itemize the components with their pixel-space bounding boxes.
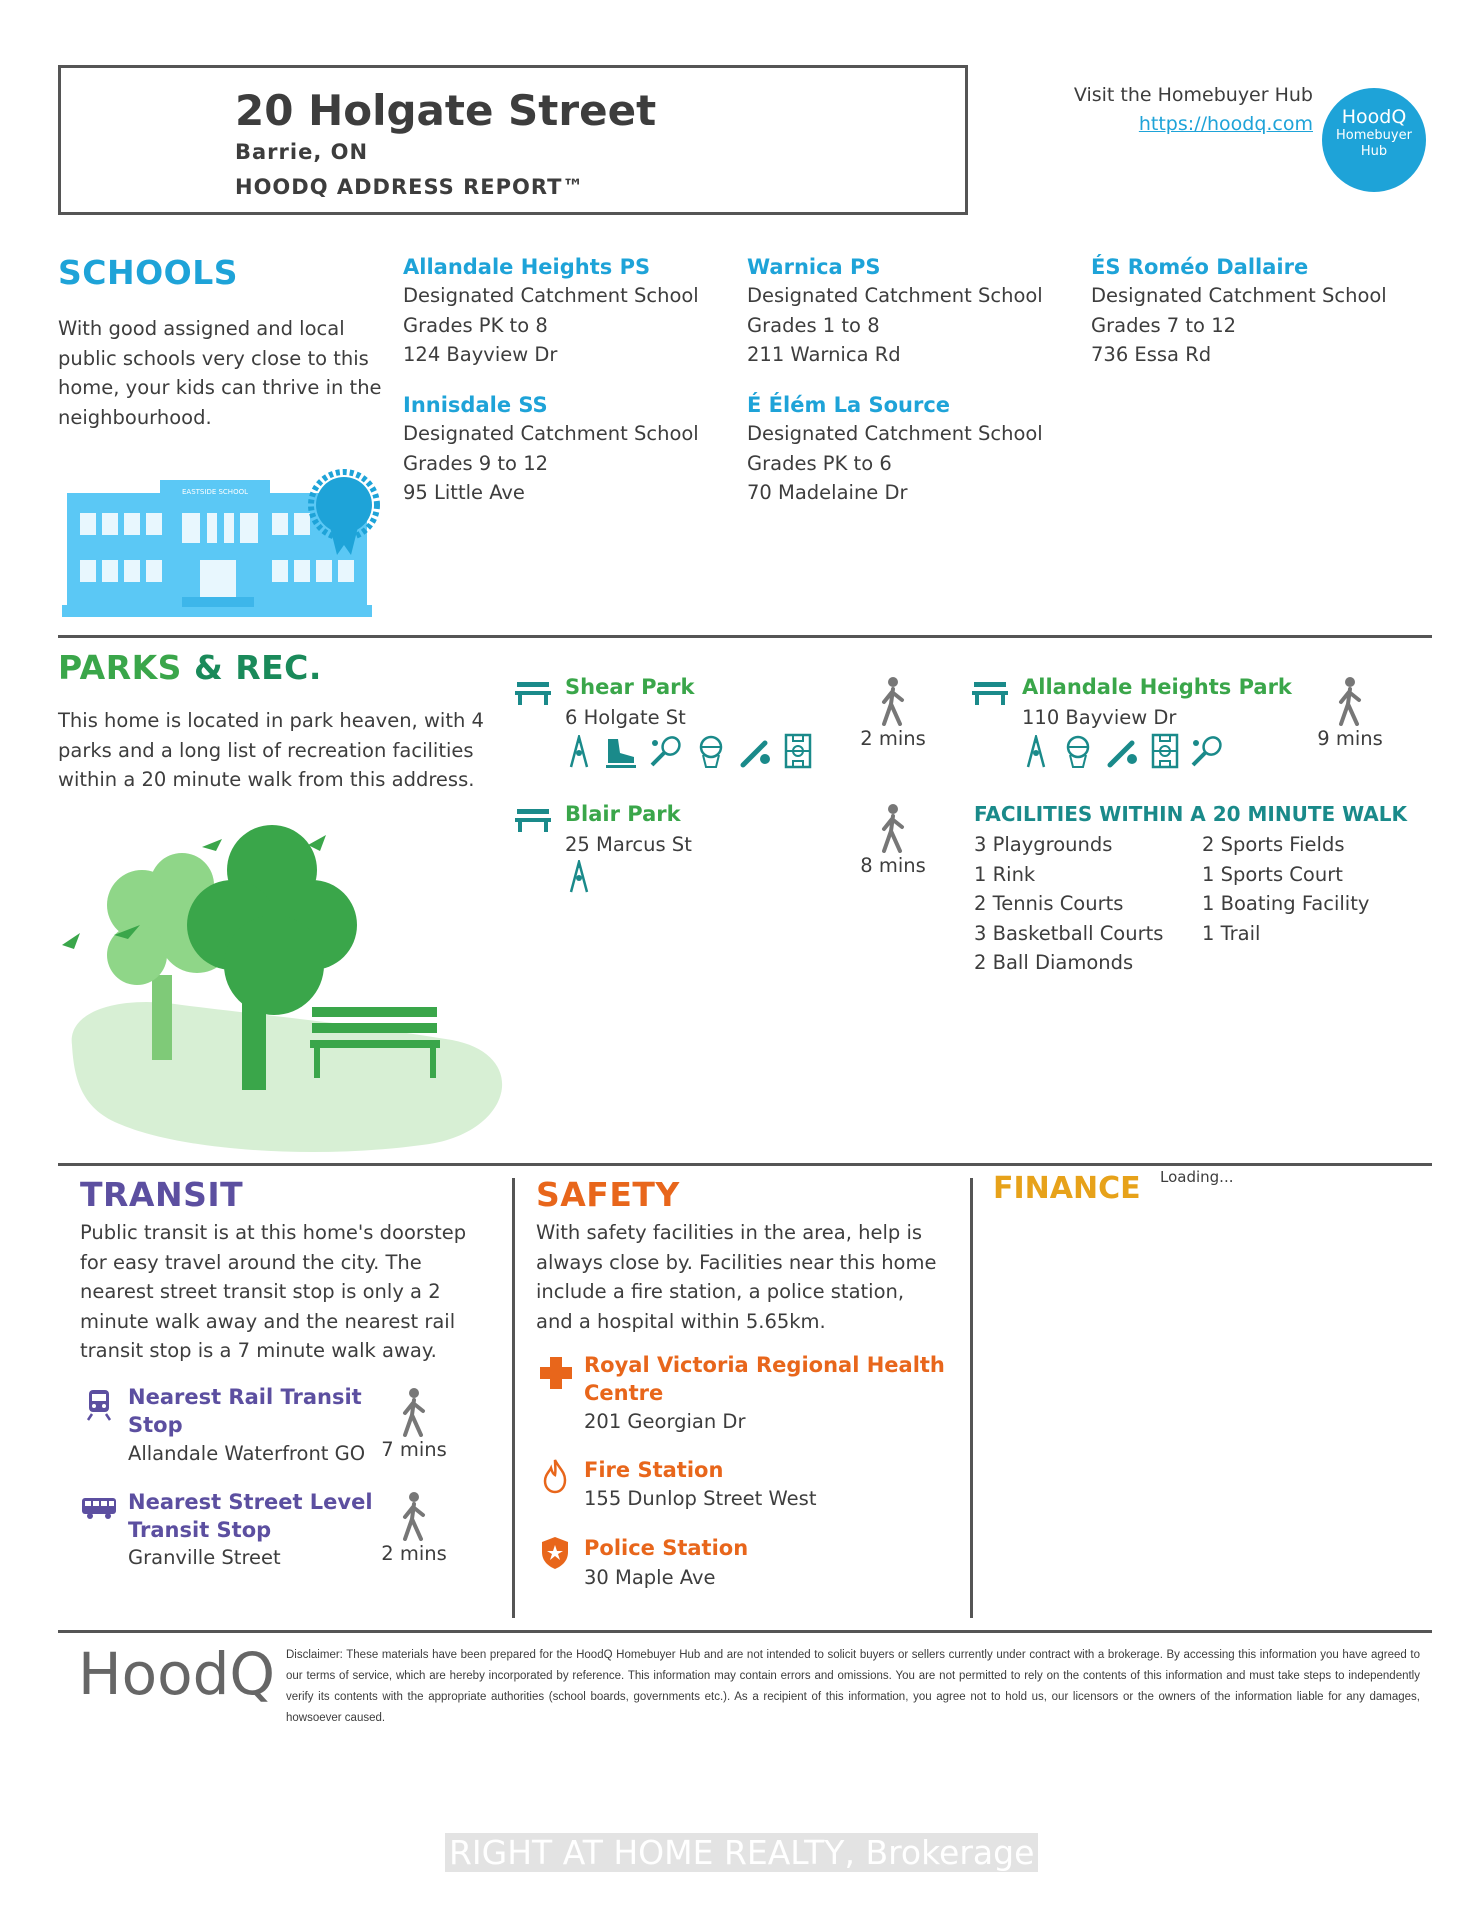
walk-time: 7 mins	[381, 1438, 447, 1461]
school-grades: Grades PK to 8	[403, 313, 548, 337]
walk-time: 2 mins	[860, 727, 926, 750]
facility-item: 1 Rink	[974, 862, 1036, 886]
school-type: Designated Catchment School	[747, 284, 1043, 307]
school-type: Designated Catchment School	[747, 422, 1043, 445]
basketball-icon	[694, 735, 728, 769]
school-address: 211 Warnica Rd	[747, 343, 901, 366]
bench-icon	[515, 807, 551, 833]
park-name[interactable]: Allandale Heights Park	[1022, 675, 1292, 699]
parks-title-a: PARKS	[58, 648, 182, 687]
school-building-illustration	[62, 465, 392, 625]
park-address: 6 Holgate St	[565, 706, 686, 729]
park-facility-icons	[565, 733, 818, 773]
school-name[interactable]: Warnica PS	[747, 255, 881, 279]
street-label-line1: Nearest Street Level	[128, 1490, 373, 1514]
school-item	[403, 253, 733, 370]
badge-line3: Hub	[1360, 144, 1388, 159]
bus-icon	[80, 1496, 118, 1520]
rail-stop-name[interactable]: Allandale Waterfront GO	[128, 1442, 366, 1465]
facility-item: 1 Trail	[1202, 921, 1261, 945]
school-address: 70 Madelaine Dr	[747, 481, 908, 504]
tennis-icon	[1190, 735, 1224, 769]
park-address: 110 Bayview Dr	[1022, 706, 1177, 729]
park-facility-icons	[1022, 733, 1230, 773]
schools-description: With good assigned and local public schools very close to this home, your kids can thrive in the neighbourhood.	[58, 317, 382, 429]
hospital-name-line1[interactable]: Royal Victoria Regional Health	[584, 1353, 945, 1377]
facility-item: 2 Ball Diamonds	[974, 951, 1134, 974]
bench-icon	[515, 680, 551, 706]
divider-col-1	[512, 1178, 515, 1618]
badge-title: HoodQ	[1341, 106, 1407, 128]
police-station-address: 30 Maple Ave	[584, 1566, 716, 1589]
rail-label-line1: Nearest Rail Transit	[128, 1385, 362, 1409]
facility-item: 1 Sports Court	[1202, 862, 1343, 886]
badge-line2: Homebuyer	[1336, 128, 1412, 143]
school-item	[1091, 253, 1421, 370]
school-address: 124 Bayview Dr	[403, 343, 558, 366]
walk-icon	[876, 676, 910, 726]
school-name[interactable]: ÉS Roméo Dallaire	[1091, 255, 1309, 279]
school-address: 95 Little Ave	[403, 481, 525, 504]
parks-title	[58, 648, 322, 687]
basketball-icon	[1061, 735, 1095, 769]
school-type: Designated Catchment School	[403, 284, 699, 307]
fire-station-name[interactable]: Fire Station	[584, 1458, 724, 1482]
facilities-left	[974, 830, 1163, 978]
hospital-name-line2[interactable]: Centre	[584, 1381, 664, 1405]
hospital-address: 201 Georgian Dr	[584, 1410, 746, 1433]
report-label: HOODQ ADDRESS REPORT™	[235, 175, 585, 199]
street-label	[128, 1488, 373, 1544]
facilities-title: FACILITIES WITHIN A 20 MINUTE WALK	[974, 802, 1407, 826]
school-name[interactable]: Allandale Heights PS	[403, 255, 651, 279]
facility-item: 3 Playgrounds	[974, 833, 1113, 856]
divider-col-2	[970, 1178, 973, 1618]
walk-time: 2 mins	[381, 1542, 447, 1565]
safety-title: SAFETY	[536, 1175, 680, 1214]
address-title: 20 Holgate Street	[235, 86, 657, 135]
brokerage-watermark: RIGHT AT HOME REALTY, Brokerage	[445, 1833, 1038, 1872]
finance-title: FINANCE	[993, 1171, 1141, 1206]
park-name[interactable]: Blair Park	[565, 802, 681, 826]
field-icon	[1151, 733, 1179, 769]
park-name[interactable]: Shear Park	[565, 675, 695, 699]
playground-icon	[1022, 735, 1050, 769]
police-station-name[interactable]: Police Station	[584, 1536, 749, 1560]
park-illustration	[62, 815, 522, 1160]
school-item	[747, 253, 1077, 370]
skate-icon	[604, 735, 638, 769]
playground-icon	[565, 735, 593, 769]
school-type: Designated Catchment School	[1091, 284, 1387, 307]
facility-item: 3 Basketball Courts	[974, 921, 1164, 945]
walk-time: 8 mins	[860, 854, 926, 877]
school-grades: Grades 7 to 12	[1091, 313, 1237, 337]
divider-schools	[58, 635, 1432, 638]
school-item	[403, 391, 733, 508]
baseball-icon	[1106, 735, 1140, 769]
rail-label-line2: Stop	[128, 1413, 183, 1437]
transit-title: TRANSIT	[80, 1175, 244, 1214]
walk-time: 9 mins	[1317, 727, 1383, 750]
walk-icon	[1333, 676, 1367, 726]
schools-title: SCHOOLS	[58, 253, 239, 292]
hub-badge[interactable]	[1322, 88, 1426, 192]
facility-item: 1 Boating Facility	[1202, 892, 1370, 915]
divider-footer	[58, 1630, 1432, 1633]
police-shield-icon	[541, 1536, 569, 1570]
field-icon	[784, 733, 812, 769]
facilities-right	[1202, 830, 1369, 948]
tennis-icon	[649, 735, 683, 769]
playground-icon	[565, 860, 593, 894]
hospital-cross-icon	[539, 1356, 573, 1390]
transit-description: Public transit is at this home's doorstep for easy travel around the city. The nearest street transit stop is only a 2 minute walk away and the nearest rail transit stop is a 7 minute walk away.	[80, 1221, 467, 1362]
park-facility-icons	[565, 860, 599, 898]
hub-link[interactable]: https://hoodq.com	[1138, 113, 1313, 135]
street-label-line2: Transit Stop	[128, 1518, 272, 1542]
bench-icon	[972, 680, 1008, 706]
facility-item: 2 Sports Fields	[1202, 833, 1345, 856]
rail-label	[128, 1383, 362, 1439]
fire-station-address: 155 Dunlop Street West	[584, 1487, 817, 1510]
school-grades: Grades 1 to 8	[747, 313, 880, 337]
parks-title-b: & REC.	[193, 648, 322, 687]
train-icon	[86, 1388, 112, 1422]
school-type: Designated Catchment School	[403, 422, 699, 445]
school-name[interactable]: Innisdale SS	[403, 393, 548, 417]
visit-text: Visit the Homebuyer Hub	[1073, 84, 1313, 106]
school-sign-text: EASTSIDE SCHOOL	[182, 488, 248, 496]
divider-parks	[58, 1163, 1432, 1166]
fire-icon	[543, 1458, 567, 1494]
walk-icon	[397, 1491, 431, 1541]
walk-icon	[397, 1387, 431, 1437]
street-stop-name[interactable]: Granville Street	[128, 1546, 281, 1569]
hospital-name	[584, 1351, 945, 1407]
facility-item: 2 Tennis Courts	[974, 892, 1124, 915]
school-address: 736 Essa Rd	[1091, 343, 1212, 366]
safety-description: With safety facilities in the area, help is always close by. Facilities near this home include a fire station, a police station, and a hospital within 5.65km.	[536, 1221, 937, 1333]
hoodq-logo: HoodQ	[78, 1640, 276, 1708]
school-grades: Grades 9 to 12	[403, 451, 549, 475]
disclaimer: Disclaimer: These materials have been prepared for the HoodQ Homebuyer Hub and are not intended to solicit buyers or sellers currently under contract with a brokerage. By accessing this information you have agreed to our terms of service, which are hereby incorporated by reference. This information may contain errors and omissions. You are not permitted to rely on the contents of this information and must take steps to independently verify its contents with the appropriate authorities (school boards, governments etc.). As a recipient of this information, you agree not to hold us, our licensors or the owners of the information liable for any damages, howsoever caused.	[286, 1649, 1420, 1724]
school-grades: Grades PK to 6	[747, 451, 892, 475]
finance-status: Loading...	[1160, 1168, 1234, 1186]
address-city: Barrie, ON	[235, 140, 369, 164]
baseball-icon	[739, 735, 773, 769]
school-item	[747, 391, 1077, 508]
walk-icon	[876, 803, 910, 853]
school-name[interactable]: É Élém La Source	[747, 393, 951, 417]
park-address: 25 Marcus St	[565, 833, 692, 856]
parks-description: This home is located in park heaven, with 4 parks and a long list of recreation facilities within a 20 minute walk from this address.	[58, 709, 484, 791]
